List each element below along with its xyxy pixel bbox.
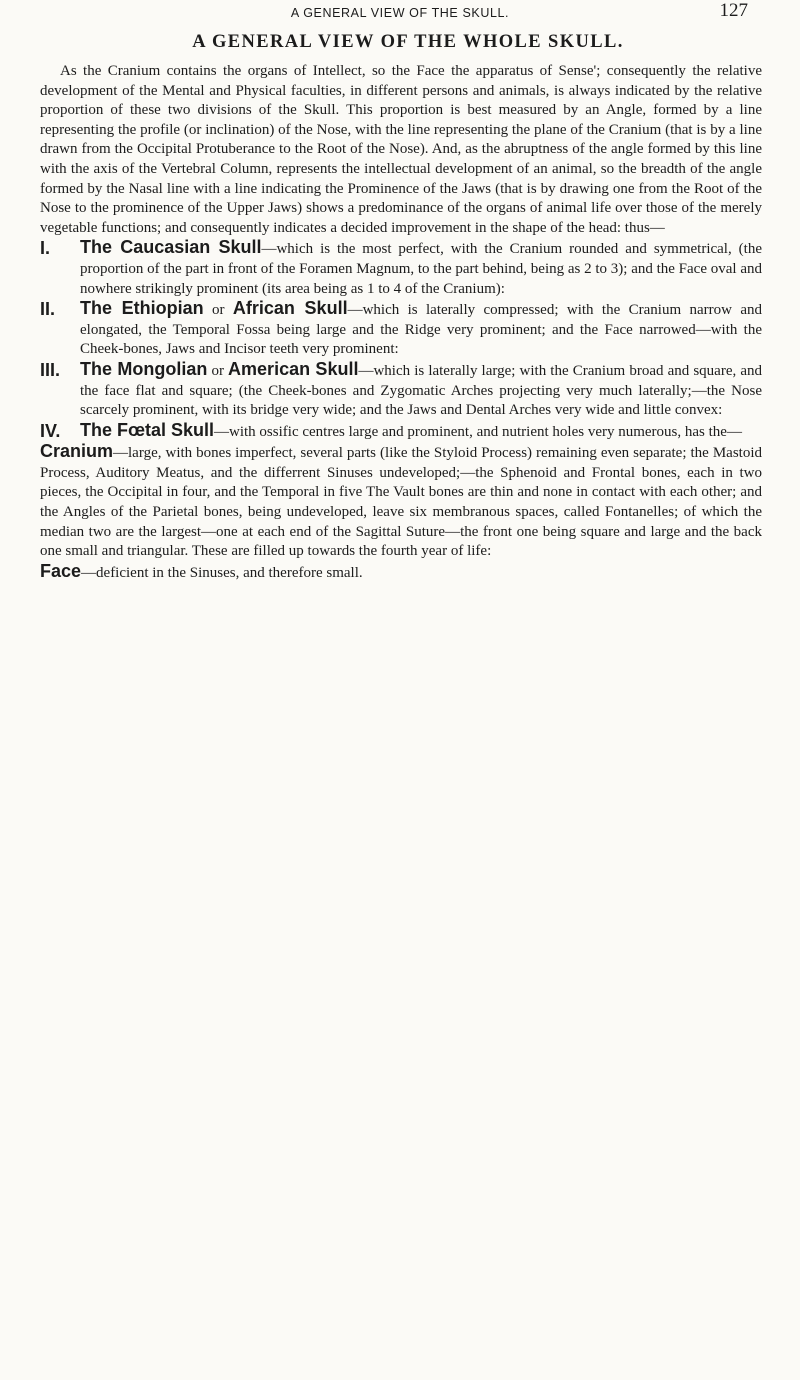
section-numeral: III. — [40, 359, 61, 380]
section-heading: The Mongolian — [80, 358, 208, 379]
section-numeral: II. — [40, 299, 56, 320]
face-lead: Face — [40, 560, 82, 581]
section-heading: The Ethiopian — [80, 298, 204, 319]
cranium-text: —large, with bones imperfect, several parts (like the Styloid Process) remaining even separate; the Mastoid Process, Auditory Meatus, and the differrent Sinuses undeveloped;—the Sphenoid and Frontal bones, each in two pieces, the Occipital in four, and the Temporal in five The Vault bones are thin and none in contact with each other; and the Angles of the Parietal bones, being undeveloped, leave six membranous spaces, called Fontanelles; of which the median two are the largest—one at each end of the Sagittal Suture—the front one being square and large and the back one small and triangular. These are filled up towards the fourth year of life: — [40, 445, 762, 560]
section-heading-alt: American Skull — [228, 358, 359, 379]
section-heading: The Caucasian Skull — [80, 237, 262, 258]
face-text: —deficient in the Sinuses, and therefore small. — [81, 564, 363, 581]
section-numeral: IV. — [40, 420, 61, 441]
section-ethiopian — [40, 299, 762, 360]
page-title: A GENERAL VIEW OF THE WHOLE SKULL. — [192, 32, 624, 52]
section-caucasian — [40, 238, 762, 299]
page-number: 127 — [719, 0, 748, 21]
section-foetal — [40, 421, 762, 443]
section-heading-alt: African Skull — [232, 298, 348, 319]
section-text: —which is laterally large; with the Cranium broad and square, and the face flat and square; (the Cheek-bones and Zygomatic Arches projecting very much laterally;—the Nose scarcely prominent, with its bridge very wide; and the Jaws and Dental Arches very wide and little convex: — [80, 362, 762, 419]
body-text — [40, 62, 762, 583]
cranium-lead: Cranium — [40, 441, 114, 462]
section-mongolian — [40, 360, 762, 421]
section-text: —which is the most perfect, with the Cranium rounded and symmetrical, (the proportion of the part in front of the Foramen Magnum, to the part behind, being as 2 to 3); and the Face oval and nowhere strikingly prominent (its area being as 1 to 4 of the Cranium): — [80, 241, 762, 297]
section-connector: or — [203, 302, 233, 319]
section-heading: The Fœtal Skull — [80, 419, 215, 440]
section-text: —with ossific centres large and prominent, and nutrient holes very numerous, has the— — [214, 423, 742, 440]
cranium-paragraph — [40, 442, 762, 562]
section-numeral: I. — [40, 238, 51, 259]
section-text: —which is laterally compressed; with the Cranium narrow and elongated, the Temporal Fossa being large and the Ridge very prominent; and the Face narrowed—with the Cheek-bones, Jaws and Incisor teeth very prominent: — [80, 302, 763, 358]
running-head: A GENERAL VIEW OF THE SKULL. — [290, 6, 510, 20]
section-connector: or — [207, 362, 229, 379]
face-paragraph — [40, 562, 762, 584]
intro-paragraph: As the Cranium contains the organs of Intellect, so the Face the apparatus of Sense'; consequently the relative development of the Mental and Physical faculties, in different persons and animals, is always indicated by the relative proportion of these two divisions of the Skull. This proportion is best measured by an Angle, formed by a line representing the profile (or inclination) of the Nose, with the line representing the plane of the Cranium (that is by a line drawn from the Occipital Protuberance to the Root of the Nose). And, as the abruptness of the angle formed by this line with the axis of the Vertebral Column, represents the intellectual development of an animal, so the breadth of the angle formed by the Nasal line with a line indicating the Prominence of the Jaws (that is by drawing one from the Root of the Nose to the prominence of the Upper Jaws) shows a predominance of the organs of animal life over those of the merely vegetable functions; and consequently indicates a decided improvement in the shape of the head: thus— — [40, 63, 762, 236]
